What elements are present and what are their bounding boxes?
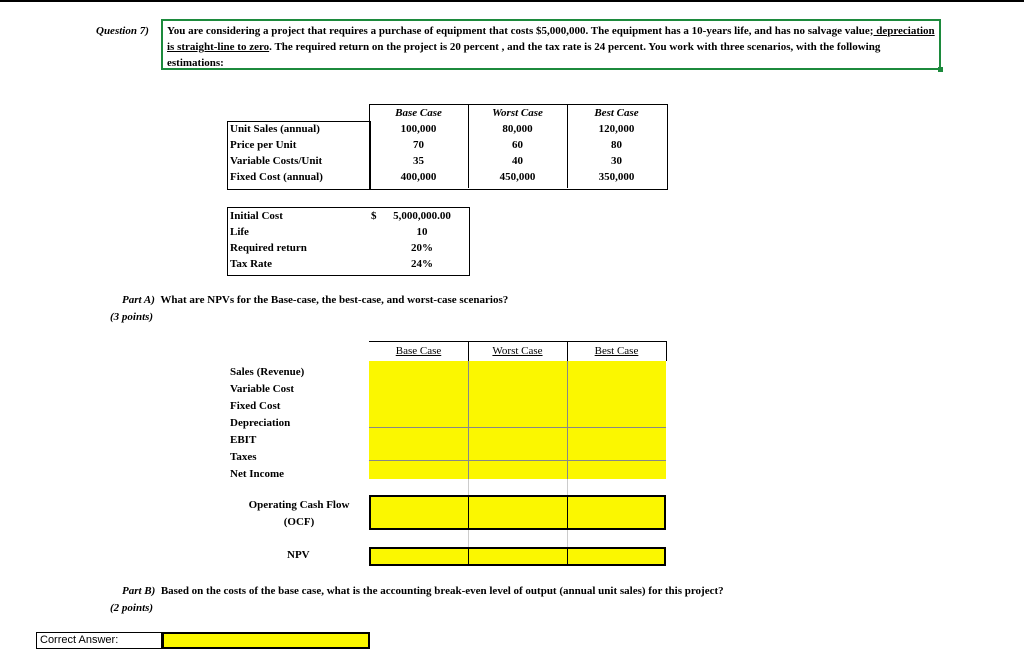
cell-value[interactable]: 24% — [411, 258, 433, 270]
question-label: Question 7) — [96, 25, 149, 37]
cell-value[interactable]: 20% — [411, 242, 433, 254]
project-table — [227, 208, 465, 272]
row-label: Price per Unit — [230, 139, 297, 151]
table-row — [227, 256, 465, 272]
cell-value[interactable]: 350,000 — [598, 171, 635, 183]
question-text-part1: You are considering a project that requires a purchase of equipment that costs $5,000,000. The equipment has a 10-years life, and has no salvage value; — [167, 25, 874, 37]
npv-input-row[interactable] — [369, 547, 666, 566]
top-border — [0, 0, 1024, 2]
part-b-label: Part B) — [122, 585, 156, 597]
scenario-table — [227, 105, 666, 185]
cell-value[interactable]: 400,000 — [400, 171, 437, 183]
row-label: Life — [230, 226, 249, 238]
table-row — [227, 121, 666, 137]
income-statement-labels — [230, 364, 304, 483]
header-worst-case: Worst Case — [492, 107, 543, 119]
resize-handle[interactable] — [938, 67, 943, 72]
table-row — [227, 153, 666, 169]
row-label: Depreciation — [230, 417, 291, 429]
col-divider — [567, 341, 568, 361]
col-divider — [567, 530, 568, 547]
col-header-best-case: Best Case — [594, 345, 639, 357]
cell-value[interactable]: 40 — [512, 155, 523, 167]
question-text-underlined: depreciation is straight-line to zero — [167, 25, 935, 53]
table-row — [227, 240, 465, 256]
col-divider — [468, 361, 469, 479]
cell-value[interactable]: 80,000 — [502, 123, 533, 135]
col-divider — [468, 495, 469, 530]
col-divider — [468, 341, 469, 361]
part-b-points: (2 points) — [110, 602, 154, 614]
ocf-input-row[interactable] — [369, 495, 666, 530]
row-label: Taxes — [230, 451, 257, 463]
cell-value[interactable]: 10 — [416, 226, 428, 238]
row-label: Required return — [230, 242, 307, 254]
header-base-case: Base Case — [395, 107, 442, 119]
row-divider — [369, 427, 666, 428]
grid-top-line — [369, 341, 666, 342]
row-label: Net Income — [230, 468, 285, 480]
part-a-points: (3 points) — [110, 311, 154, 323]
currency-symbol: $ — [371, 210, 377, 222]
col-divider — [567, 547, 568, 566]
header-best-case: Best Case — [594, 107, 639, 119]
question-text-box[interactable] — [161, 19, 941, 70]
part-a-question: Part A) What are NPVs for the Base-case, the best-case, and worst-case scenarios? — [122, 294, 509, 306]
cell-value[interactable]: 5,000,000.00 — [393, 210, 451, 222]
cell-value[interactable]: 450,000 — [499, 171, 536, 183]
part-b-question: Part B) Based on the costs of the base case, what is the accounting break-even level of output (annual unit sales) for this project? — [122, 585, 724, 597]
row-label: Initial Cost — [230, 210, 283, 222]
income-statement-input-area[interactable] — [369, 361, 666, 479]
col-header-base-case: Base Case — [395, 345, 442, 357]
col-divider — [567, 495, 568, 530]
row-label: Fixed Cost — [230, 400, 281, 412]
cell-value[interactable]: 35 — [413, 155, 424, 167]
row-divider — [369, 460, 666, 461]
row-label: Tax Rate — [230, 258, 273, 270]
row-label: Sales (Revenue) — [230, 366, 305, 378]
row-label: Variable Cost — [230, 383, 295, 395]
cell-value[interactable]: 70 — [413, 139, 424, 151]
ocf-label: Operating Cash Flow (OCF) — [248, 499, 350, 528]
col-divider — [567, 479, 568, 495]
cell-value[interactable]: 80 — [611, 139, 622, 151]
row-label: Fixed Cost (annual) — [230, 171, 323, 183]
col-divider — [468, 547, 469, 566]
cell-value[interactable]: 120,000 — [598, 123, 635, 135]
col-divider — [468, 479, 469, 495]
row-label: EBIT — [230, 434, 257, 446]
table-row — [227, 169, 666, 185]
row-label: Unit Sales (annual) — [230, 123, 320, 135]
col-divider — [666, 341, 667, 361]
cell-value[interactable]: 30 — [611, 155, 622, 167]
col-divider — [567, 361, 568, 479]
part-a-label: Part A) — [122, 294, 155, 306]
table-row — [227, 208, 465, 224]
col-divider — [468, 530, 469, 547]
table-row — [227, 137, 666, 153]
cell-value[interactable]: 60 — [512, 139, 523, 151]
correct-answer-label: Correct Answer: — [36, 632, 162, 649]
correct-answer-input[interactable] — [162, 632, 370, 649]
row-label: Variable Costs/Unit — [230, 155, 323, 167]
col-header-worst-case: Worst Case — [492, 345, 543, 357]
cell-value[interactable]: 100,000 — [400, 123, 437, 135]
question-text-part2: . The required return on the project is 20 percent , and the tax rate is 24 percent. You work with three scenarios, with the following estimations: — [167, 41, 881, 69]
table-row — [227, 224, 465, 240]
npv-label: NPV — [287, 549, 310, 561]
